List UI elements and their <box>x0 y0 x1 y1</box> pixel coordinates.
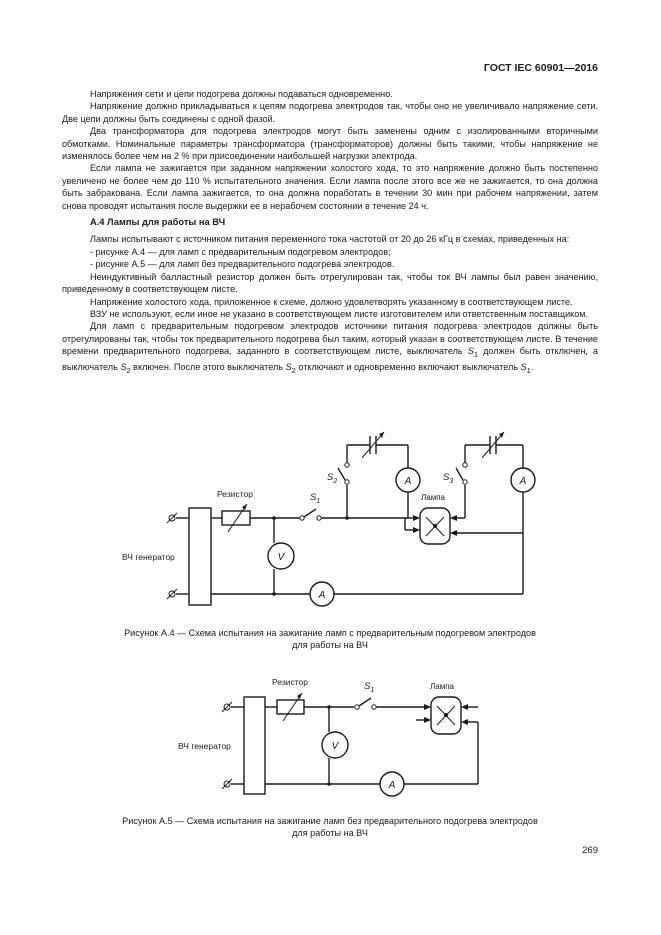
caption-line: Рисунок А.5 — Схема испытания на зажигание ламп без предварительного подогрева электродов <box>122 816 538 826</box>
ammeter-symbol: A <box>404 476 412 487</box>
switch-index: 3 <box>449 478 454 485</box>
caption-line: для работы на ВЧ <box>292 640 368 651</box>
paragraph: Два трансформатора для подогрева электродов могут быть заменены одним с изолированными вторичными обмотками. Номинальные параметры трансформатора (трансформаторов) должны быть такими, чтобы напряжение не изменялось более чем на 2 % при присоединении наибольшей нагрузки электрода. <box>62 126 598 162</box>
input-terminal-bottom <box>222 779 244 789</box>
paragraph: Неиндуктивный балластный резистор должен быть отрегулирован так, чтобы ток ВЧ лампы был равен значению, приведенному в соответствующем листе. <box>62 271 598 295</box>
ammeter-symbol: A <box>318 590 326 601</box>
switch-s1 <box>355 698 376 709</box>
switch-symbol: S <box>467 346 474 357</box>
input-terminal-top <box>222 702 244 712</box>
list-item: - рисунке А.4 — для ламп с предварительным подогревом электродов; <box>90 246 391 257</box>
caption-line: Рисунок А.4 — Схема испытания на зажигание ламп с предварительным подогревом электродов <box>124 628 536 638</box>
generator-label: ВЧ генератор <box>122 552 175 562</box>
paragraph: Напряжение холостого хода, приложенное к схеме, должно удовлетворять указанному в соответствующем листе. <box>90 296 573 307</box>
switch-symbol: S <box>364 681 371 692</box>
switch-symbol: S <box>520 362 527 373</box>
hf-generator-block <box>244 697 265 794</box>
switch-index: 2 <box>291 366 296 376</box>
paragraph: Напряжение должно прикладываться к цепям подогрева электродов так, чтобы оно не увеличивало напряжение сети. Две цепи должны быть соединены с одной фазой. <box>62 101 598 124</box>
text-run: . <box>530 362 534 373</box>
switch-symbol: S <box>285 362 292 373</box>
lamp-label: Лампа <box>421 493 445 502</box>
switch-symbol: S <box>443 472 450 483</box>
ammeter-symbol: A <box>388 780 396 791</box>
switch-index: 2 <box>126 366 131 376</box>
switch-index: 1 <box>473 349 479 359</box>
paragraph: Напряжения сети и цепи подогрева должны подаваться одновременно. <box>90 89 393 99</box>
resistor-label: Резистор <box>217 489 253 499</box>
switch-index: 2 <box>333 478 338 485</box>
standard-header: ГОСТ IEC 60901—2016 <box>483 62 598 74</box>
switch-symbol: S <box>327 472 334 483</box>
paragraph: ВЗУ не используют, если иное не указано в соответствующем листе изготовителем или ответственным поставщиком. <box>90 308 589 319</box>
switch-index: 1 <box>316 498 321 505</box>
paragraph: Если лампа не зажигается при заданном напряжении холостого хода, то это напряжение должно быть постепенно увеличено не более чем до 110 % испытательного значения. Если лампа после этого все же не зажигается, то она должна быть забракована. Если лампа зажигается, то она должна поработать в течении 30 мин при рабочем напряжении, затем снова проводят испытания после выдержки ее в нерабочем состоянии в течение 24 ч. <box>62 163 598 211</box>
text-run: Для ламп с предварительным подогревом электродов источники питания подогрева электродов должны быть отрегулированы так, чтобы ток предварительного подогрева был таким, который указан в соответствующем листе. В течение времени предварительного подогрева, заданного в соответствующем листе, выключатель <box>62 321 598 357</box>
paragraph: Лампы испытывают с источником питания переменного тока частотой от 20 до 26 кГц в схемах, приведенных на: <box>90 234 570 245</box>
section-title: А.4 Лампы для работы на ВЧ <box>90 217 226 228</box>
ammeter-symbol: A <box>519 476 527 487</box>
switch-s1-label <box>364 681 374 694</box>
ballast-resistor <box>277 700 304 714</box>
switch-symbol: S <box>310 492 317 503</box>
switch-index: 1 <box>526 366 531 376</box>
text-run: должен быть отключен, а выключатель <box>62 346 598 373</box>
resistor-label: Резистор <box>272 677 308 687</box>
list-item: - рисунке А.5 — для ламп без предварительного подогрева электродов. <box>90 259 395 270</box>
text-run: включен. После этого выключатель <box>130 362 286 373</box>
switch-symbol: S <box>120 362 127 373</box>
generator-label: ВЧ генератор <box>178 741 231 751</box>
figure-a5-caption <box>62 815 598 840</box>
caption-line: для работы на ВЧ <box>292 828 368 839</box>
voltmeter-symbol: V <box>277 552 285 563</box>
voltmeter-symbol: V <box>331 741 339 752</box>
switch-index: 1 <box>370 687 375 694</box>
lamp-label: Лампа <box>430 682 454 691</box>
text-run: отключают и одновременно включают выключатель <box>295 362 521 373</box>
page-number: 269 <box>582 845 598 856</box>
